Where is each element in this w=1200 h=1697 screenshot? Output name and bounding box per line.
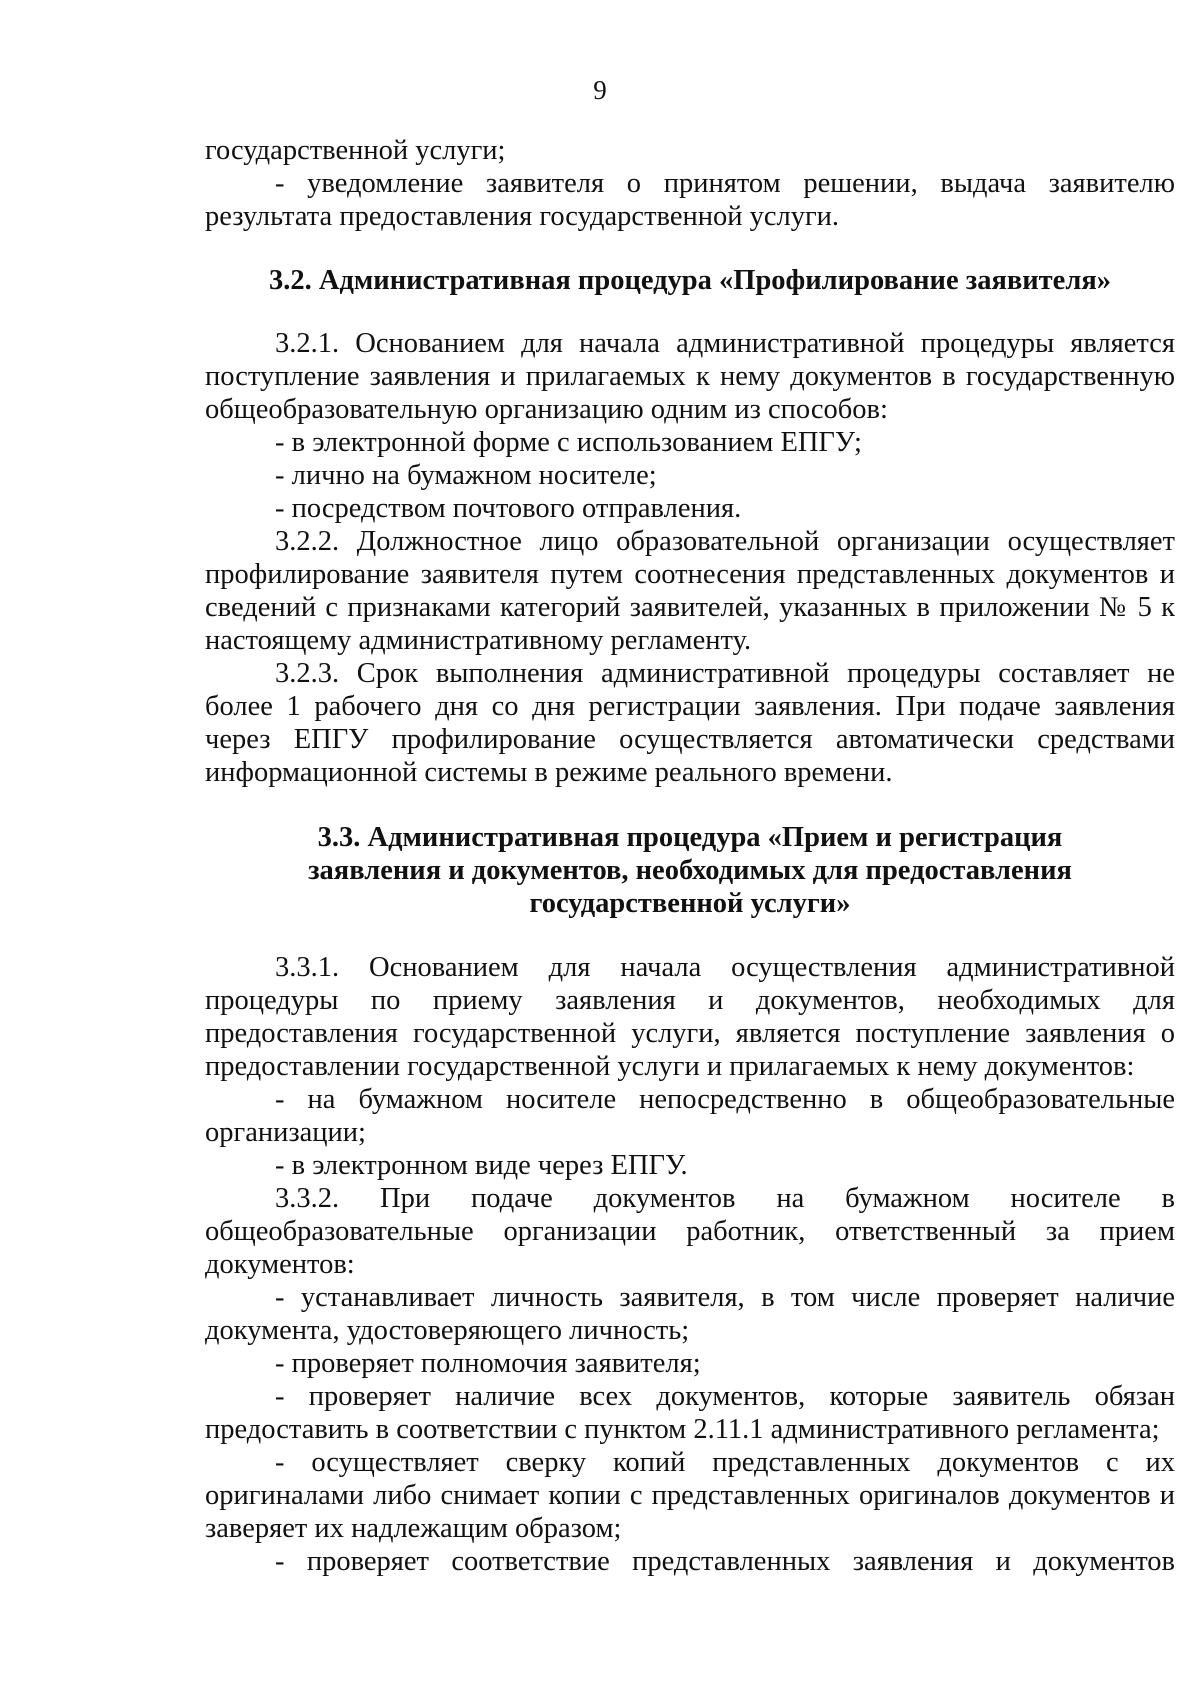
document-body [205, 134, 1175, 1578]
list-item: - проверяет соответствие представленных заявления и документов [275, 1546, 1175, 1577]
section-heading-3-3-line2: заявления и документов, необходимых для предоставления [308, 855, 1072, 886]
list-item: - в электронном виде через ЕПГУ. [275, 1150, 688, 1181]
paragraph-3-2-1: 3.2.1. Основанием для начала административной процедуры является поступление заявления и прилагаемых к нему документов в государственную общеобразовательную организацию одним из способов: [205, 328, 1175, 425]
section-heading-3-3-line3: государственной услуги» [529, 888, 851, 919]
list-item: - в электронной форме с использованием ЕПГУ; [275, 427, 862, 458]
paragraph-3-3-2: 3.3.2. При подаче документов на бумажном носителе в общеобразовательные организации работник, ответственный за прием документов: [205, 1183, 1175, 1280]
list-item: - на бумажном носителе непосредственно в общеобразовательные организации; [205, 1084, 1175, 1148]
continuation-line: государственной услуги; [205, 135, 506, 166]
section-heading-3-3 [205, 821, 1175, 920]
list-item: - уведомление заявителя о принятом решении, выдача заявителю результата предоставления государственной услуги. [205, 168, 1175, 232]
list-item: - посредством почтового отправления. [275, 493, 742, 524]
list-item: - осуществляет сверку копий представленных документов с их оригиналами либо снимает копии с представленных оригиналов документов и заверяет их надлежащим образом; [205, 1447, 1175, 1544]
section-heading-3-2: 3.2. Административная процедура «Профилирование заявителя» [268, 265, 1111, 296]
paragraph-3-2-2: 3.2.2. Должностное лицо образовательной организации осуществляет профилирование заявителя путем соотнесения представленных документов и сведений с признаками категорий заявителей, указанных в приложении № 5 к настоящему административному регламенту. [205, 526, 1175, 656]
list-item: - лично на бумажном носителе; [275, 460, 657, 491]
list-item: - проверяет полномочия заявителя; [275, 1348, 701, 1379]
list-item: - устанавливает личность заявителя, в том числе проверяет наличие документа, удостоверяющего личность; [205, 1282, 1175, 1346]
section-heading-3-3-line1: 3.3. Административная процедура «Прием и регистрация [317, 822, 1063, 853]
paragraph-3-3-1: 3.3.1. Основанием для начала осуществления административной процедуры по приему заявления и документов, необходимых для предоставления государственной услуги, является поступление заявления о предоставлении государственной услуги и прилагаемых к нему документов: [205, 952, 1175, 1082]
paragraph-3-2-3: 3.2.3. Срок выполнения административной процедуры составляет не более 1 рабочего дня со дня регистрации заявления. При подаче заявления через ЕПГУ профилирование осуществляется автоматически средствами информационной системы в режиме реального времени. [205, 658, 1175, 788]
list-item: - проверяет наличие всех документов, которые заявитель обязан предоставить в соответствии с пунктом 2.11.1 административного регламента; [205, 1381, 1175, 1445]
page-number: 9 [593, 75, 607, 105]
